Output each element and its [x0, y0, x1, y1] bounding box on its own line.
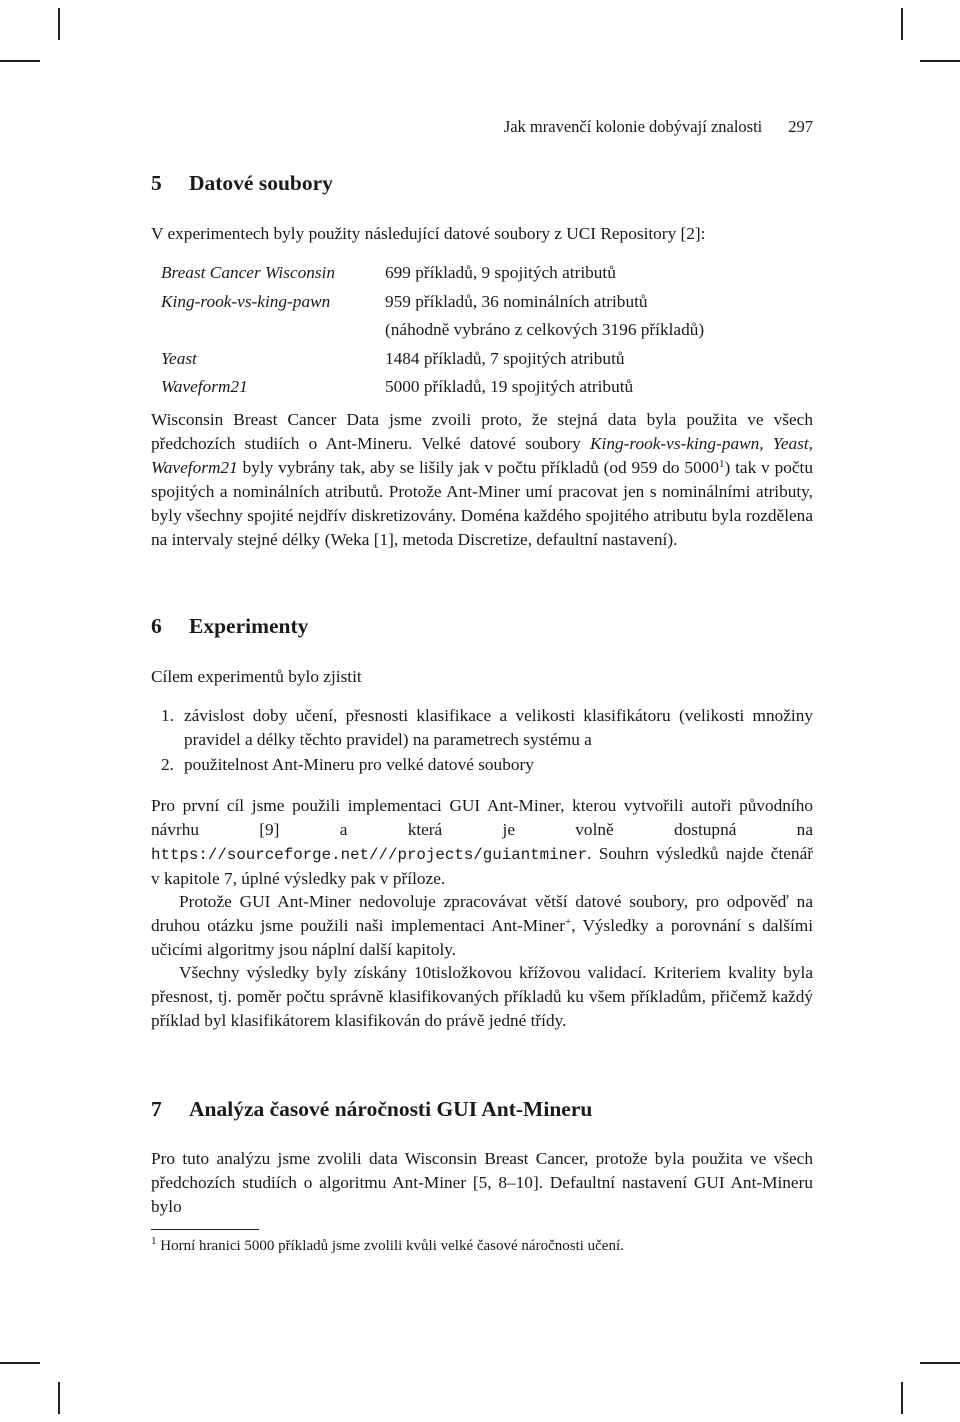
dataset-row	[161, 288, 704, 317]
crop-mark	[58, 8, 60, 40]
dataset-row	[161, 345, 704, 374]
section-6-heading	[151, 612, 308, 640]
section-number: 6	[151, 614, 162, 638]
text-run: Wisconsin Breast Cancer Data jsme zvoili proto, že stejná data byla použita ve všech předchozích studiích o Ant-Mineru. Velké datové soubory	[151, 410, 813, 453]
dataset-desc: 5000 příkladů, 19 spojitých atributů	[385, 377, 634, 397]
crop-mark	[920, 60, 960, 62]
dataset-row	[161, 259, 704, 288]
section-6-paragraph-2	[151, 890, 813, 962]
text-run: , Výsledky a porovnání s dalšími učicími algoritmy jsou náplní další kapitoly.	[151, 916, 813, 959]
section-title: Analýza časové náročnosti GUI Ant-Mineru	[189, 1097, 593, 1121]
goals-list	[151, 704, 813, 778]
dataset-table	[161, 259, 704, 402]
section-title: Datové soubory	[189, 171, 333, 195]
crop-mark	[58, 1382, 60, 1414]
dataset-names-italic: King-rook-vs-king-pawn, Yeast, Waveform21	[151, 434, 813, 477]
sourceforge-link[interactable]: https://sourceforge.net///projects/guiantminer	[151, 846, 588, 864]
list-text: závislost doby učení, přesnosti klasifikace a velikosti klasifikátoru (velikosti množiny pravidel a délky těchto pravidel) na parametrech systému a	[184, 706, 813, 749]
list-number: 2.	[161, 755, 174, 774]
section-title: Experimenty	[189, 614, 309, 638]
crop-mark	[0, 60, 40, 62]
footnote-rule	[151, 1229, 259, 1230]
footnote-text: Horní hranici 5000 příkladů jsme zvolili kvůli velké časové náročnosti učení.	[160, 1238, 624, 1254]
section-7-heading	[151, 1095, 592, 1123]
text-run: Protože GUI Ant-Miner nedovoluje zpracovávat větší datové soubory, pro odpověď na druhou otázku jsme použili naši implementaci Ant-Miner	[151, 892, 813, 935]
crop-mark	[920, 1362, 960, 1364]
section-7-paragraph: Pro tuto analýzu jsme zvolili data Wisconsin Breast Cancer, protože byla použita ve všech předchozích studiích o algoritmu Ant-Miner [5, 8–10]. Defaultní nastavení GUI Ant-Mineru bylo	[151, 1149, 813, 1216]
list-item	[151, 704, 813, 752]
text-run: . Souhrn výsledků najde čtenář v kapitole 7, úplné výsledky pak v příloze.	[151, 844, 813, 888]
running-header	[151, 115, 813, 139]
section-6-paragraph-3: Všechny výsledky byly získány 10tisložkovou křížovou validací. Kriteriem kvality byla přesnost, tj. poměr počtu správně klasifikovaných příkladů ku všem příkladům, přičemž každý příklad byl klasifikátorem klasifikován do právě jedné třídy.	[151, 963, 813, 1030]
list-item	[151, 753, 813, 777]
dataset-desc: 959 příkladů, 36 nominálních atributů	[385, 291, 648, 311]
dataset-desc: (náhodně vybráno z celkových 3196 příkladů)	[385, 320, 705, 340]
list-number: 1.	[161, 706, 174, 725]
running-title: Jak mravenčí kolonie dobývají znalosti	[503, 117, 763, 136]
crop-mark	[0, 1362, 40, 1364]
section-number: 7	[151, 1097, 162, 1121]
text-run: Pro první cíl jsme použili implementaci GUI Ant-Miner, kterou vytvořili autoři původního návrhu [9] a která je volně dostupná na	[151, 796, 813, 839]
dataset-desc: 1484 příkladů, 7 spojitých atributů	[385, 348, 625, 368]
crop-mark	[901, 8, 903, 40]
page-number: 297	[788, 117, 813, 136]
dataset-name: Breast Cancer Wisconsin	[161, 263, 336, 283]
footnote	[151, 1234, 813, 1258]
section-5-paragraph	[151, 408, 813, 552]
dataset-row	[161, 316, 704, 345]
crop-mark	[901, 1382, 903, 1414]
list-text: použitelnost Ant-Mineru pro velké datové soubory	[184, 755, 534, 774]
dataset-name: King-rook-vs-king-pawn	[161, 291, 331, 311]
dataset-name: Waveform21	[161, 377, 248, 397]
text-run: byly vybrány tak, aby se lišily jak v počtu příkladů (od 959 do 5000	[237, 458, 719, 477]
text-run: ) tak v počtu spojitých a nominálních atributů. Protože Ant-Miner umí pracovat jen s nominálními atributy, byly všechny spojité nejdřív diskretizovány. Doména každého spojitého atributu byla rozdělena na intervaly stejné délky (Weka [1], metoda Discretize, defaultní nastavení).	[151, 458, 813, 549]
footnote-number: 1	[151, 1235, 157, 1247]
dataset-desc: 699 příkladů, 9 spojitých atributů	[385, 263, 616, 283]
section-6-intro: Cílem experimentů bylo zjistit	[151, 667, 362, 686]
dataset-name: Yeast	[161, 348, 197, 368]
dataset-row	[161, 373, 704, 402]
superscript-plus: +	[564, 916, 572, 928]
section-5-intro: V experimentech byly použity následující datové soubory z UCI Repository [2]:	[151, 224, 706, 243]
footnote-mark[interactable]: 1	[719, 458, 725, 470]
section-number: 5	[151, 171, 162, 195]
section-5-heading	[151, 169, 333, 197]
section-6-paragraph-1	[151, 794, 813, 891]
